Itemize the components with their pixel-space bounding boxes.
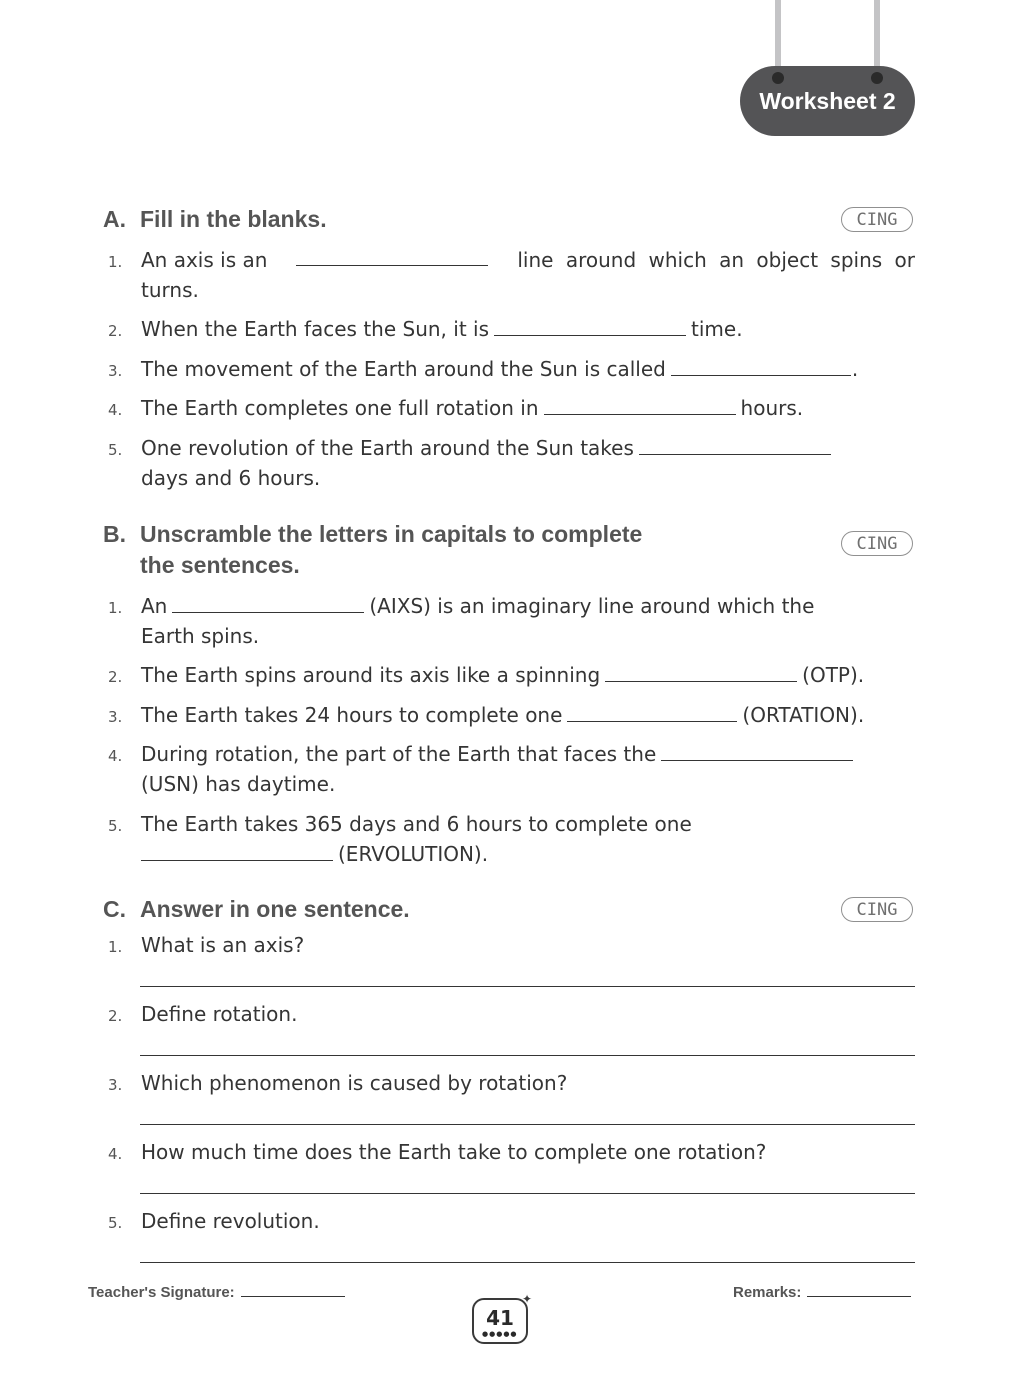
answer-blank[interactable] [544, 394, 736, 415]
tag-hook-right [871, 72, 883, 84]
item-number: 1. [108, 599, 123, 617]
item-line [141, 700, 864, 730]
tag-hanger-right [874, 0, 880, 76]
answer-blank[interactable] [605, 661, 797, 682]
item-number: 1. [108, 253, 123, 271]
item-text: (OTP). [802, 663, 865, 687]
worksheet-tag: Worksheet 2 [740, 66, 915, 136]
answer-line[interactable] [140, 1262, 915, 1263]
item-number: 3. [108, 362, 123, 380]
section-a-badge: CING [841, 207, 913, 232]
item-text: The Earth spins around its axis like a spinning [141, 663, 601, 687]
section-c-title: Answer in one sentence. [140, 896, 410, 922]
remarks [733, 1281, 911, 1301]
dots-decoration: ●●●●● [482, 1330, 518, 1338]
item-line [141, 314, 743, 344]
item-number: 1. [108, 938, 123, 956]
page-number-box [472, 1292, 532, 1344]
question-text: Define revolution. [141, 1209, 320, 1233]
item-number: 4. [108, 401, 123, 419]
section-c-letter: C. [103, 896, 126, 922]
item-line [141, 393, 803, 423]
section-b-badge: CING [841, 531, 913, 556]
item-line [141, 433, 836, 463]
answer-line[interactable] [140, 1055, 915, 1056]
answer-blank[interactable] [671, 355, 851, 376]
remarks-line[interactable] [807, 1281, 911, 1297]
remarks-label: Remarks: [733, 1284, 802, 1301]
item-number: 5. [108, 441, 123, 459]
answer-blank[interactable] [639, 434, 831, 455]
item-continuation: Earth spins. [141, 624, 260, 648]
tag-hanger-left [775, 0, 781, 76]
answer-blank[interactable] [141, 840, 333, 861]
item-text: One revolution of the Earth around the Sun takes [141, 436, 634, 460]
question-text: Which phenomenon is caused by rotation? [141, 1071, 568, 1095]
answer-blank[interactable] [494, 315, 686, 336]
item-number: 5. [108, 817, 123, 835]
item-text: An [141, 594, 168, 618]
item-number: 4. [108, 747, 123, 765]
answer-blank[interactable] [172, 592, 364, 613]
item-text: During rotation, the part of the Earth that faces the [141, 742, 657, 766]
tag-hook-left [772, 72, 784, 84]
item-number: 5. [108, 1214, 123, 1232]
item-line [141, 245, 915, 275]
item-text: (ORTATION). [742, 703, 865, 727]
sparkle-icon: ✦ [521, 1292, 532, 1306]
item-text: The Earth takes 24 hours to complete one [141, 703, 563, 727]
section-a-letter: A. [103, 206, 126, 232]
item-line [141, 354, 858, 384]
question-text: How much time does the Earth take to complete one rotation? [141, 1140, 767, 1164]
item-line [141, 591, 814, 621]
teacher-signature-label: Teacher's Signature: [88, 1284, 235, 1301]
answer-line[interactable] [140, 986, 915, 987]
item-text: . [851, 357, 859, 381]
item-text: (ERVOLUTION). [338, 842, 489, 866]
item-text: The Earth completes one full rotation in [141, 396, 539, 420]
item-line: The Earth takes 365 days and 6 hours to complete one [141, 812, 692, 836]
section-b-letter: B. [103, 521, 126, 547]
item-text: When the Earth faces the Sun, it is [141, 317, 490, 341]
section-b-title-line2: the sentences. [140, 552, 300, 578]
item-line [141, 739, 858, 769]
answer-line[interactable] [140, 1193, 915, 1194]
answer-blank[interactable] [296, 245, 488, 266]
item-line [141, 660, 864, 690]
answer-line[interactable] [140, 1124, 915, 1125]
item-continuation: (USN) has daytime. [141, 772, 336, 796]
answer-blank[interactable] [567, 701, 737, 722]
question-text: Define rotation. [141, 1002, 298, 1026]
item-text: hours. [740, 396, 804, 420]
teacher-signature [88, 1281, 345, 1301]
item-continuation: turns. [141, 278, 199, 302]
item-number: 2. [108, 1007, 123, 1025]
item-number: 4. [108, 1145, 123, 1163]
section-a-title: Fill in the blanks. [140, 206, 327, 232]
question-text: What is an axis? [141, 933, 305, 957]
item-number: 3. [108, 708, 123, 726]
section-c-badge: CING [841, 897, 913, 922]
item-text: (AIXS) is an imaginary line around which the [369, 594, 815, 618]
item-number: 2. [108, 322, 123, 340]
item-continuation: days and 6 hours. [141, 466, 321, 490]
item-text: The movement of the Earth around the Sun is called [141, 357, 666, 381]
item-text: An axis is an [141, 248, 268, 272]
answer-blank[interactable] [661, 740, 853, 761]
item-text: time. [691, 317, 743, 341]
teacher-signature-line[interactable] [241, 1281, 345, 1297]
item-continuation [141, 839, 488, 869]
item-text: line around which an object spins or [517, 248, 915, 272]
item-number: 3. [108, 1076, 123, 1094]
item-number: 2. [108, 668, 123, 686]
page-number: 41 [486, 1306, 514, 1330]
section-b-title-line1: Unscramble the letters in capitals to complete [140, 521, 643, 547]
